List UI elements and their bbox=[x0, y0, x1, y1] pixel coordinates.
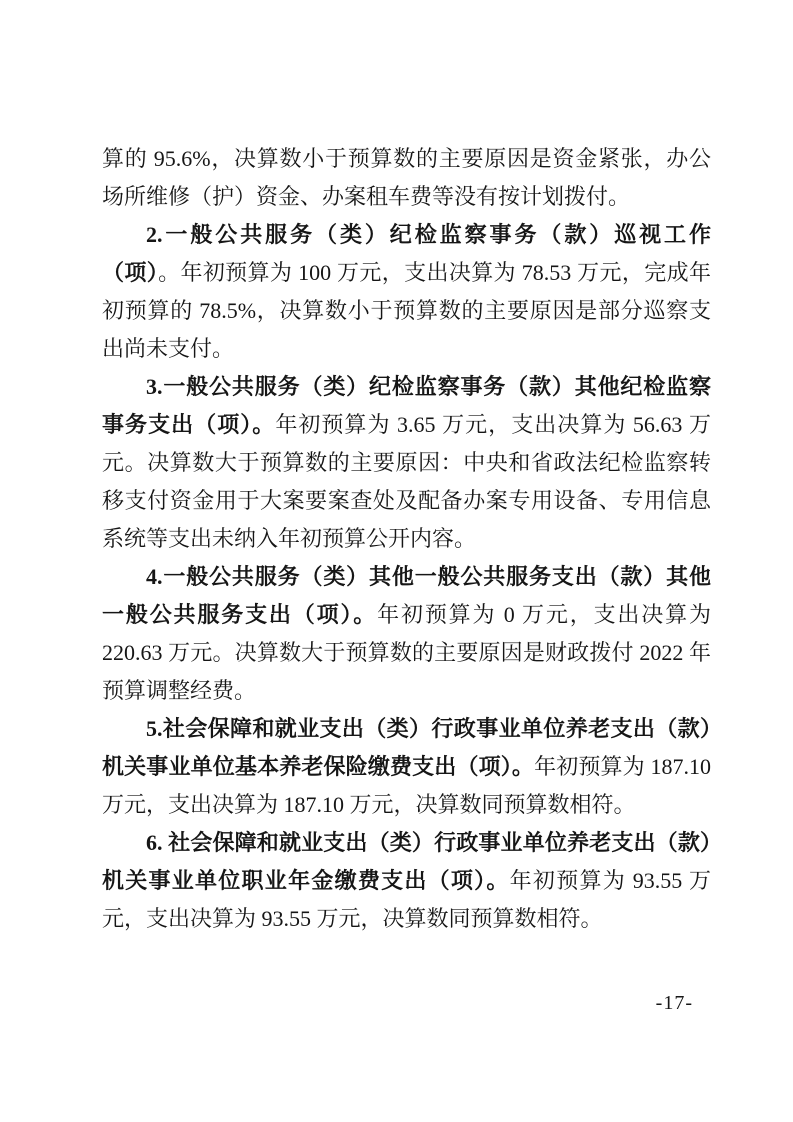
paragraph bbox=[102, 140, 711, 216]
item-heading: 6. 社会保障和就业支出（类）行政事业单位养老支出（款）机关事业单位职业年金缴费支出（项）。 bbox=[102, 830, 711, 893]
paragraph-text: 。年初预算为 100 万元，支出决算为 78.53 万元，完成年初预算的 78.5%，决算数小于预算数的主要原因是部分巡察支出尚未支付。 bbox=[102, 260, 711, 361]
paragraph-text: 年初预算为 0 万元，支出决算为 220.63 万元。决算数大于预算数的主要原因是财政拨付 2022 年预算调整经费。 bbox=[102, 602, 711, 703]
paragraph bbox=[102, 368, 711, 558]
item-heading: 2.一般公共服务（类）纪检监察事务（款）巡视工作（项） bbox=[102, 222, 711, 285]
paragraph-text: 年初预算为 93.55 万元，支出决算为 93.55 万元，决算数同预算数相符。 bbox=[102, 868, 711, 931]
item-heading: 4.一般公共服务（类）其他一般公共服务支出（款）其他一般公共服务支出（项）。 bbox=[102, 564, 711, 627]
paragraph-text: 算的 95.6%，决算数小于预算数的主要原因是资金紧张，办公场所维修（护）资金、办案租车费等没有按计划拨付。 bbox=[102, 146, 711, 209]
paragraph bbox=[102, 710, 711, 824]
paragraph bbox=[102, 558, 711, 710]
document-body bbox=[102, 140, 711, 938]
paragraph bbox=[102, 824, 711, 938]
paragraph-text: 年初预算为 187.10 万元，支出决算为 187.10 万元，决算数同预算数相符。 bbox=[102, 754, 711, 817]
item-heading: 5.社会保障和就业支出（类）行政事业单位养老支出（款）机关事业单位基本养老保险缴费支出（项）。 bbox=[102, 716, 711, 779]
paragraph bbox=[102, 216, 711, 368]
paragraph-text: 年初预算为 3.65 万元，支出决算为 56.63 万元。决算数大于预算数的主要原因：中央和省政法纪检监察转移支付资金用于大案要案查处及配备办案专用设备、专用信息系统等支出未纳入年初预算公开内容。 bbox=[102, 412, 711, 551]
item-heading: 3.一般公共服务（类）纪检监察事务（款）其他纪检监察事务支出（项）。 bbox=[102, 374, 711, 437]
page-number: -17- bbox=[655, 992, 693, 1014]
